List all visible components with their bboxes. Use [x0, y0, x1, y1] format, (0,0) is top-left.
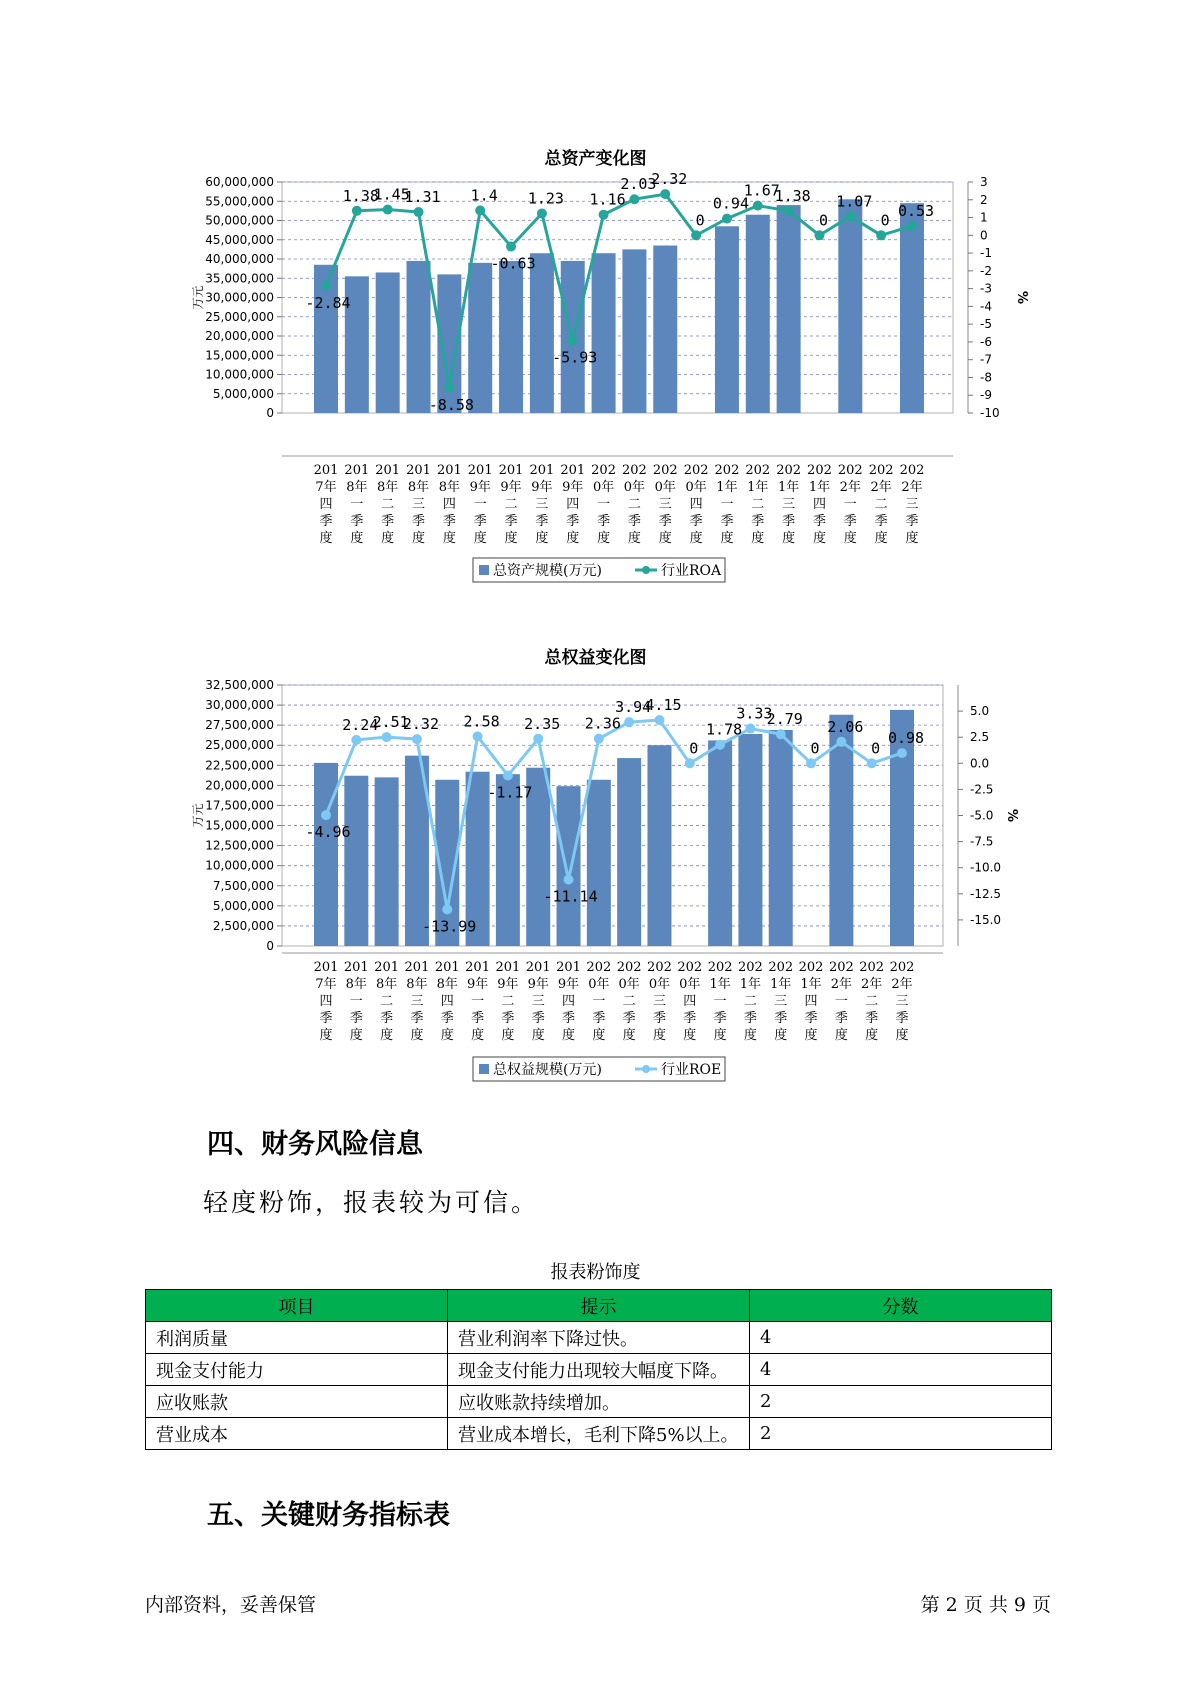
- table-cell: 营业成本: [146, 1418, 448, 1450]
- data-label: 2.32: [402, 715, 440, 734]
- series-point: [776, 729, 786, 739]
- y-tick-label: 25,000,000: [205, 738, 274, 753]
- legend-bar-label: 总权益规模(万元): [493, 1062, 602, 1078]
- data-label: 2.03: [620, 175, 657, 194]
- y2-tick-label: -5.0: [970, 808, 994, 823]
- x-tick-label: 202 0年四季度: [683, 463, 709, 546]
- y2-tick-label: 0: [980, 228, 988, 243]
- y2-tick-label: -2.5: [970, 782, 994, 797]
- series-point: [624, 717, 634, 727]
- legend-line-marker: [642, 1065, 650, 1073]
- series-point: [745, 724, 755, 734]
- series-point: [897, 748, 907, 758]
- bar: [344, 776, 368, 946]
- bar: [622, 249, 646, 413]
- bar: [746, 215, 770, 413]
- series-point: [753, 201, 763, 211]
- bar: [468, 263, 492, 413]
- x-tick-label: 201 9年二季度: [495, 960, 521, 1043]
- x-tick-label: 201 8年四季度: [434, 960, 460, 1043]
- y-tick-label: 5,000,000: [212, 386, 274, 401]
- data-label: 4.15: [645, 695, 682, 714]
- y-tick-label: 5,000,000: [212, 898, 274, 913]
- series-point: [845, 211, 855, 221]
- series-point: [564, 875, 574, 885]
- data-label: -2.84: [305, 293, 351, 312]
- series-point: [475, 205, 485, 215]
- y2-tick-label: -3: [980, 281, 992, 296]
- x-tick-label: 201 8年一季度: [344, 463, 370, 546]
- y2-tick-label: -5: [980, 317, 992, 332]
- y2-tick-label: -2: [980, 263, 992, 278]
- data-label: 0.98: [887, 729, 925, 748]
- series-point: [876, 230, 886, 240]
- series-point: [907, 221, 917, 231]
- series-point: [321, 810, 331, 820]
- table-cell: 2: [750, 1386, 1052, 1418]
- x-tick-label: 201 8年四季度: [436, 463, 462, 546]
- y2-tick-label: -4: [980, 299, 992, 314]
- series-point: [444, 383, 454, 393]
- x-tick-label: 202 0年三季度: [647, 960, 672, 1043]
- series-point: [537, 208, 547, 218]
- series-point: [867, 758, 877, 768]
- x-tick-label: 202 1年四季度: [807, 463, 832, 546]
- legend-line-label: 行业ROA: [661, 563, 722, 579]
- x-tick-label: 202 1年一季度: [714, 463, 740, 546]
- y-tick-label: 20,000,000: [205, 778, 274, 793]
- series-point: [784, 206, 794, 216]
- risk-table: [145, 1289, 1052, 1450]
- series-point: [594, 734, 604, 744]
- data-label: 1.16: [589, 190, 626, 209]
- data-label: 1.4: [470, 186, 498, 205]
- section4-heading: 四、财务风险信息: [207, 1129, 423, 1160]
- table-row: [146, 1386, 1052, 1418]
- total-equity-chart: [0, 670, 1191, 1130]
- series-point: [414, 207, 424, 217]
- legend-bar-swatch: [479, 1064, 489, 1074]
- data-label: 0: [810, 739, 820, 758]
- table-row: [146, 1418, 1052, 1450]
- table-row: [146, 1322, 1052, 1354]
- data-label: 1.45: [373, 185, 410, 204]
- table-cell: 现金支付能力: [146, 1354, 448, 1386]
- data-label: 2.36: [584, 714, 621, 733]
- table-cell: 2: [750, 1418, 1052, 1450]
- data-label: 0: [871, 739, 881, 758]
- bar: [499, 261, 523, 413]
- table-cell: 应收账款持续增加。: [448, 1386, 750, 1418]
- table-header-cell: 分数: [750, 1290, 1052, 1322]
- x-tick-label: 201 9年四季度: [556, 960, 581, 1043]
- series-point: [382, 732, 392, 742]
- data-label: 0: [880, 211, 890, 230]
- legend-line-marker: [642, 566, 650, 574]
- series-point: [599, 210, 609, 220]
- y2-tick-label: -10: [980, 406, 1000, 420]
- data-label: -11.14: [543, 887, 598, 906]
- y-tick-label: 40,000,000: [205, 252, 274, 266]
- x-tick-label: 202 2年二季度: [868, 463, 894, 546]
- chart1-title: 总资产变化图: [544, 149, 647, 169]
- series-point: [506, 242, 516, 252]
- y-tick-label: 0: [266, 939, 274, 953]
- y2-tick-label: -12.5: [970, 886, 1002, 901]
- y2-axis-title: %: [1004, 808, 1019, 823]
- y2-tick-label: 2.5: [970, 730, 990, 745]
- series-point: [836, 737, 846, 747]
- x-tick-label: 201 8年二季度: [375, 463, 401, 546]
- y-tick-label: 35,000,000: [205, 271, 274, 286]
- y-tick-label: 50,000,000: [205, 213, 274, 228]
- bar: [647, 745, 671, 946]
- bar: [738, 734, 762, 946]
- data-label: 2.35: [524, 714, 561, 733]
- x-tick-label: 201 8年二季度: [374, 960, 400, 1043]
- footer-confidential: 内部资料，妥善保管: [145, 1594, 317, 1616]
- x-tick-label: 201 7年四季度: [313, 960, 339, 1043]
- series-point: [806, 758, 816, 768]
- y-tick-label: 30,000,000: [205, 698, 274, 713]
- y-tick-label: 15,000,000: [205, 818, 274, 833]
- data-label: 0: [689, 739, 699, 758]
- y2-tick-label: -7.5: [970, 834, 994, 849]
- x-tick-label: 201 9年二季度: [498, 463, 524, 546]
- data-label: 2.58: [463, 712, 500, 731]
- bar: [708, 740, 732, 946]
- data-label: 0: [818, 211, 828, 230]
- data-label: 0.94: [712, 194, 750, 213]
- y-tick-label: 15,000,000: [205, 348, 274, 363]
- y2-tick-label: -15.0: [970, 912, 1002, 927]
- bar: [715, 226, 739, 413]
- y-tick-label: 2,500,000: [212, 918, 274, 933]
- x-tick-label: 201 9年三季度: [529, 463, 555, 546]
- bar: [777, 205, 801, 413]
- series-point: [629, 194, 639, 204]
- legend-bar-label: 总资产规模(万元): [493, 563, 602, 579]
- y-tick-label: 10,000,000: [205, 367, 274, 382]
- y2-tick-label: -8: [980, 370, 992, 385]
- x-tick-label: 202 1年二季度: [738, 960, 763, 1043]
- data-label: -13.99: [422, 917, 477, 936]
- table-cell: 现金支付能力出现较大幅度下降。: [448, 1354, 750, 1386]
- table-cell: 4: [750, 1322, 1052, 1354]
- table-cell: 营业成本增长，毛利下降5%以上。: [448, 1418, 750, 1450]
- series-point: [568, 336, 578, 346]
- y2-tick-label: -10.0: [970, 860, 1002, 875]
- x-tick-label: 202 2年一季度: [837, 463, 863, 546]
- y2-tick-label: -7: [980, 352, 992, 367]
- x-tick-label: 201 9年一季度: [465, 960, 490, 1043]
- x-tick-label: 201 9年三季度: [525, 960, 551, 1043]
- data-label: 1.38: [774, 186, 811, 205]
- x-tick-label: 201 8年三季度: [404, 960, 430, 1043]
- y-tick-label: 55,000,000: [205, 194, 274, 209]
- data-label: 0: [695, 211, 705, 230]
- x-tick-label: 202 1年一季度: [707, 960, 733, 1043]
- bar: [592, 253, 616, 413]
- y-tick-label: 20,000,000: [205, 329, 274, 343]
- data-label: 1.07: [836, 192, 873, 211]
- x-tick-label: 201 9年一季度: [467, 463, 493, 546]
- y-tick-label: 10,000,000: [205, 858, 274, 873]
- x-tick-label: 202 0年一季度: [586, 960, 612, 1043]
- y-tick-label: 22,500,000: [205, 758, 274, 773]
- legend-line-label: 行业ROE: [661, 1062, 722, 1078]
- data-label: 1.31: [404, 188, 441, 207]
- y-tick-label: 30,000,000: [205, 290, 274, 305]
- series-point: [442, 904, 452, 914]
- section4-text: 轻度粉饰，报表较为可信。: [203, 1188, 540, 1217]
- bar: [769, 730, 793, 946]
- y-tick-label: 60,000,000: [205, 175, 274, 189]
- bar: [407, 261, 431, 413]
- data-label: 1.78: [706, 720, 743, 739]
- table-header-row: [146, 1290, 1052, 1322]
- table-cell: 应收账款: [146, 1386, 448, 1418]
- data-label: 2.51: [372, 713, 409, 732]
- total-assets-chart: [0, 170, 1191, 630]
- series-point: [321, 281, 331, 291]
- y-tick-label: 12,500,000: [205, 838, 274, 853]
- series-point: [473, 731, 483, 741]
- data-label: -0.63: [490, 254, 536, 273]
- data-label: 1.67: [743, 181, 780, 200]
- bar: [557, 786, 581, 946]
- chart2-title: 总权益变化图: [544, 648, 647, 668]
- data-label: -1.17: [487, 783, 533, 802]
- footer-page-number: 第 2 页 共 9 页: [920, 1594, 1051, 1616]
- y2-tick-label: -6: [980, 334, 992, 349]
- x-tick-label: 202 0年一季度: [591, 463, 616, 546]
- series-point: [691, 230, 701, 240]
- x-tick-label: 202 1年四季度: [798, 960, 824, 1043]
- y-tick-label: 7,500,000: [212, 878, 274, 893]
- series-point: [412, 734, 422, 744]
- series-point: [533, 734, 543, 744]
- data-label: 0.53: [897, 201, 935, 220]
- x-tick-label: 202 1年二季度: [745, 463, 771, 546]
- x-tick-label: 202 1年三季度: [776, 463, 802, 546]
- x-tick-label: 201 8年三季度: [406, 463, 431, 546]
- y2-tick-label: 2: [980, 192, 988, 207]
- series-point: [660, 189, 670, 199]
- data-label: -5.93: [552, 348, 598, 367]
- table-caption: 报表粉饰度: [550, 1262, 641, 1283]
- x-tick-label: 201 8年一季度: [343, 960, 369, 1043]
- x-tick-label: 202 0年二季度: [622, 463, 647, 546]
- bar: [376, 272, 400, 413]
- data-label: 3.94: [615, 698, 652, 717]
- x-tick-label: 202 2年二季度: [859, 960, 885, 1043]
- y2-tick-label: -1: [980, 246, 992, 261]
- series-point: [685, 758, 695, 768]
- data-label: 2.06: [827, 717, 864, 736]
- bar: [653, 246, 677, 413]
- series-point: [503, 771, 513, 781]
- series-point: [351, 735, 361, 745]
- x-tick-label: 202 1年三季度: [768, 960, 794, 1043]
- y-tick-label: 32,500,000: [205, 678, 274, 692]
- y2-tick-label: 1: [980, 210, 988, 225]
- y-axis-title: 万元: [191, 803, 205, 828]
- data-label: -8.58: [428, 395, 474, 414]
- section5-heading: 五、关键财务指标表: [207, 1500, 450, 1531]
- bar: [530, 253, 554, 413]
- x-tick-label: 202 0年四季度: [677, 960, 703, 1043]
- y-axis-title: 万元: [191, 285, 205, 310]
- series-point: [722, 214, 732, 224]
- data-label: 3.33: [736, 704, 773, 723]
- bar: [838, 199, 862, 413]
- table-header-cell: 提示: [448, 1290, 750, 1322]
- y2-tick-label: 0.0: [970, 756, 990, 771]
- table-cell: 利润质量: [146, 1322, 448, 1354]
- data-label: -4.96: [305, 823, 351, 842]
- series-point: [654, 715, 664, 725]
- y2-tick-label: 3: [980, 175, 988, 189]
- y2-tick-label: -9: [980, 388, 992, 403]
- data-label: 2.79: [766, 710, 803, 729]
- table-cell: 4: [750, 1354, 1052, 1386]
- data-label: 1.38: [342, 186, 379, 205]
- series-point: [383, 205, 393, 215]
- x-tick-label: 202 2年一季度: [828, 960, 854, 1043]
- bar: [617, 758, 641, 946]
- bar: [900, 203, 924, 413]
- legend-bar-swatch: [479, 565, 489, 575]
- x-tick-label: 202 0年三季度: [652, 463, 678, 546]
- table-row: [146, 1354, 1052, 1386]
- y-tick-label: 27,500,000: [205, 718, 274, 733]
- x-tick-label: 202 2年三季度: [889, 960, 915, 1043]
- x-tick-label: 202 0年二季度: [616, 960, 642, 1043]
- data-label: 2.24: [342, 715, 379, 734]
- y-tick-label: 25,000,000: [205, 309, 274, 324]
- table-cell: 营业利润率下降过快。: [448, 1322, 750, 1354]
- series-point: [352, 206, 362, 216]
- bar: [375, 777, 399, 946]
- x-tick-label: 201 9年四季度: [560, 463, 586, 546]
- data-label: 1.23: [527, 189, 564, 208]
- bar: [587, 780, 611, 946]
- y2-axis-title: %: [1014, 290, 1029, 305]
- data-label: 2.32: [651, 170, 688, 189]
- y-tick-label: 0: [266, 406, 274, 420]
- x-tick-label: 202 2年三季度: [899, 463, 925, 546]
- table-header-cell: 项目: [146, 1290, 448, 1322]
- y-tick-label: 17,500,000: [205, 798, 274, 813]
- series-point: [715, 740, 725, 750]
- x-tick-label: 201 7年四季度: [313, 463, 339, 546]
- y-tick-label: 45,000,000: [205, 232, 274, 247]
- y2-tick-label: 5.0: [970, 704, 990, 719]
- series-point: [814, 230, 824, 240]
